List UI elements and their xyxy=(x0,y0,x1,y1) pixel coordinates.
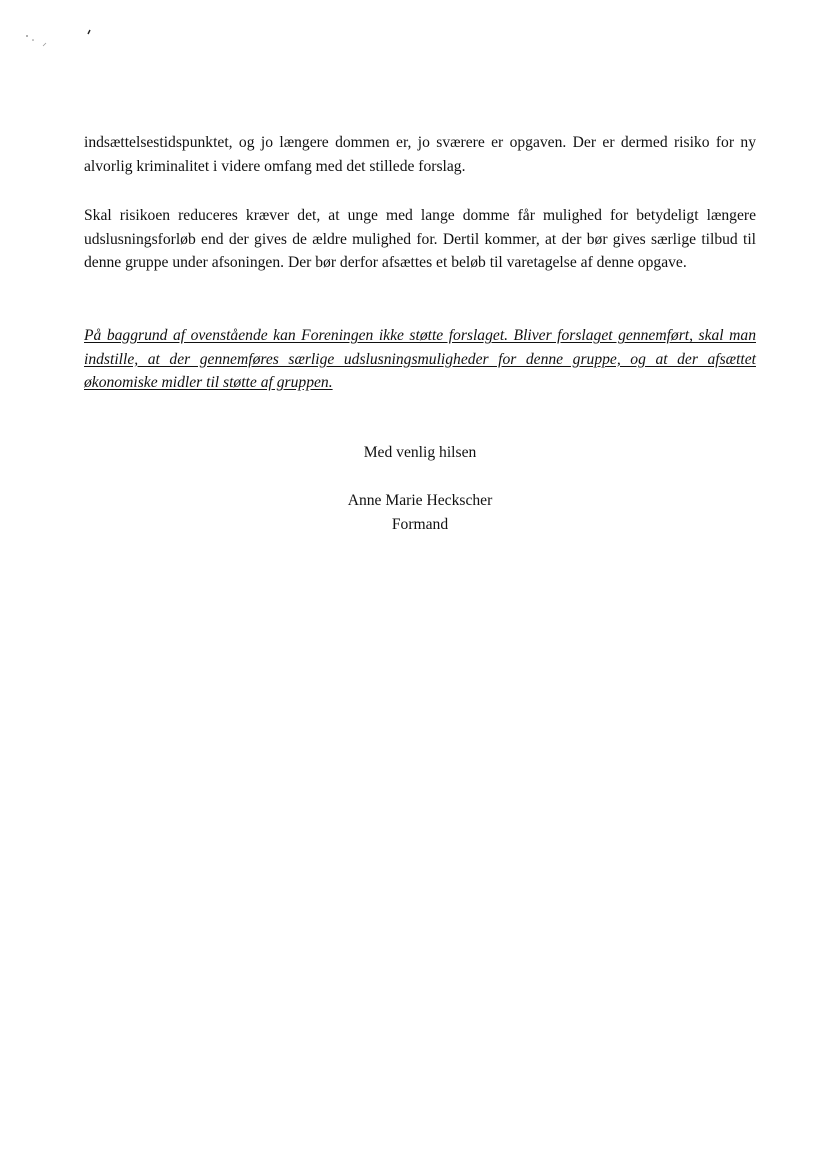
paragraph-risk: indsættelsestidspunktet, og jo længere dommen er, jo sværere er opgaven. Der er dermed risiko for ny alvorlig kriminalitet i videre omfang med det stillede forslag. xyxy=(84,134,756,175)
closing-greeting: Med venlig hilsen xyxy=(363,444,477,461)
paragraph-conclusion: På baggrund af ovenstående kan Foreningen ikke støtte forslaget. Bliver forslaget gennemført, skal man indstille, at der gennemføres særlige udslusningsmuligheder for denne gruppe, og at der afsættet økonomiske midler til støtte af gruppen. xyxy=(84,327,756,391)
signer-title: Formand xyxy=(391,516,449,533)
scan-specks xyxy=(0,0,120,60)
paragraph-reduction: Skal risikoen reduceres kræver det, at unge med lange domme får mulighed for betydeligt længere udslusningsforløb end der gives de ældre mulighed for. Dertil kommer, at der bør gives særlige tilbud til denne gruppe under afsoningen. Der bør derfor afsættes et beløb til varetagelse af denne opgave. xyxy=(84,207,756,271)
signer-name: Anne Marie Heckscher xyxy=(347,492,493,509)
